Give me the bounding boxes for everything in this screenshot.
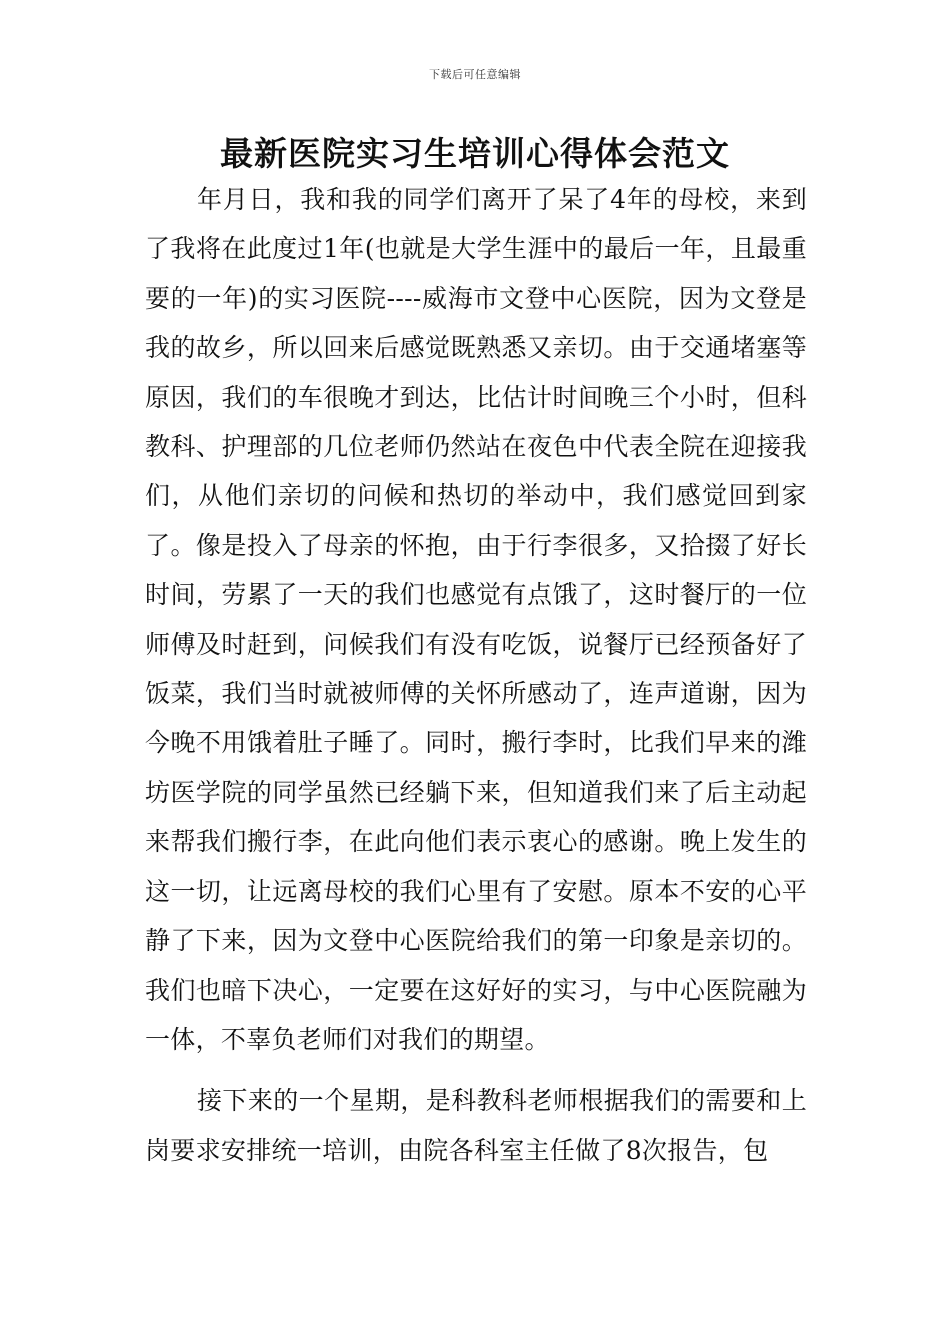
- paragraph-1: 年月日，我和我的同学们离开了呆了4年的母校，来到了我将在此度过1年(也就是大学生涯中的最后一年，且最重要的一年)的实习医院----威海市文登中心医院，因为文登是我的故乡，所以回来后感觉既熟悉又亲切。由于交通堵塞等原因，我们的车很晚才到达，比估计时间晚三个小时，但科教科、护理部的几位老师仍然站在夜色中代表全院在迎接我们，从他们亲切的问候和热切的举动中，我们感觉回到家了。像是投入了母亲的怀抱，由于行李很多，又拾掇了好长时间，劳累了一天的我们也感觉有点饿了，这时餐厅的一位师傅及时赶到，问候我们有没有吃饭，说餐厅已经预备好了饭菜，我们当时就被师傅的关怀所感动了，连声道谢，因为今晚不用饿着肚子睡了。同时，搬行李时，比我们早来的潍坊医学院的同学虽然已经躺下来，但知道我们来了后主动起来帮我们搬行李，在此向他们表示衷心的感谢。晚上发生的这一切，让远离母校的我们心里有了安慰。原本不安的心平静了下来，因为文登中心医院给我们的第一印象是亲切的。我们也暗下决心，一定要在这好好的实习，与中心医院融为一体，不辜负老师们对我们的期望。: [145, 185, 807, 1054]
- header-note: 下载后可任意编辑: [429, 68, 521, 81]
- paragraph-2: 接下来的一个星期，是科教科老师根据我们的需要和上岗要求安排统一培训，由院各科室主任做了8次报告，包: [145, 1086, 807, 1165]
- document-title: 最新医院实习生培训心得体会范文: [220, 134, 730, 173]
- document-body: [145, 175, 807, 1175]
